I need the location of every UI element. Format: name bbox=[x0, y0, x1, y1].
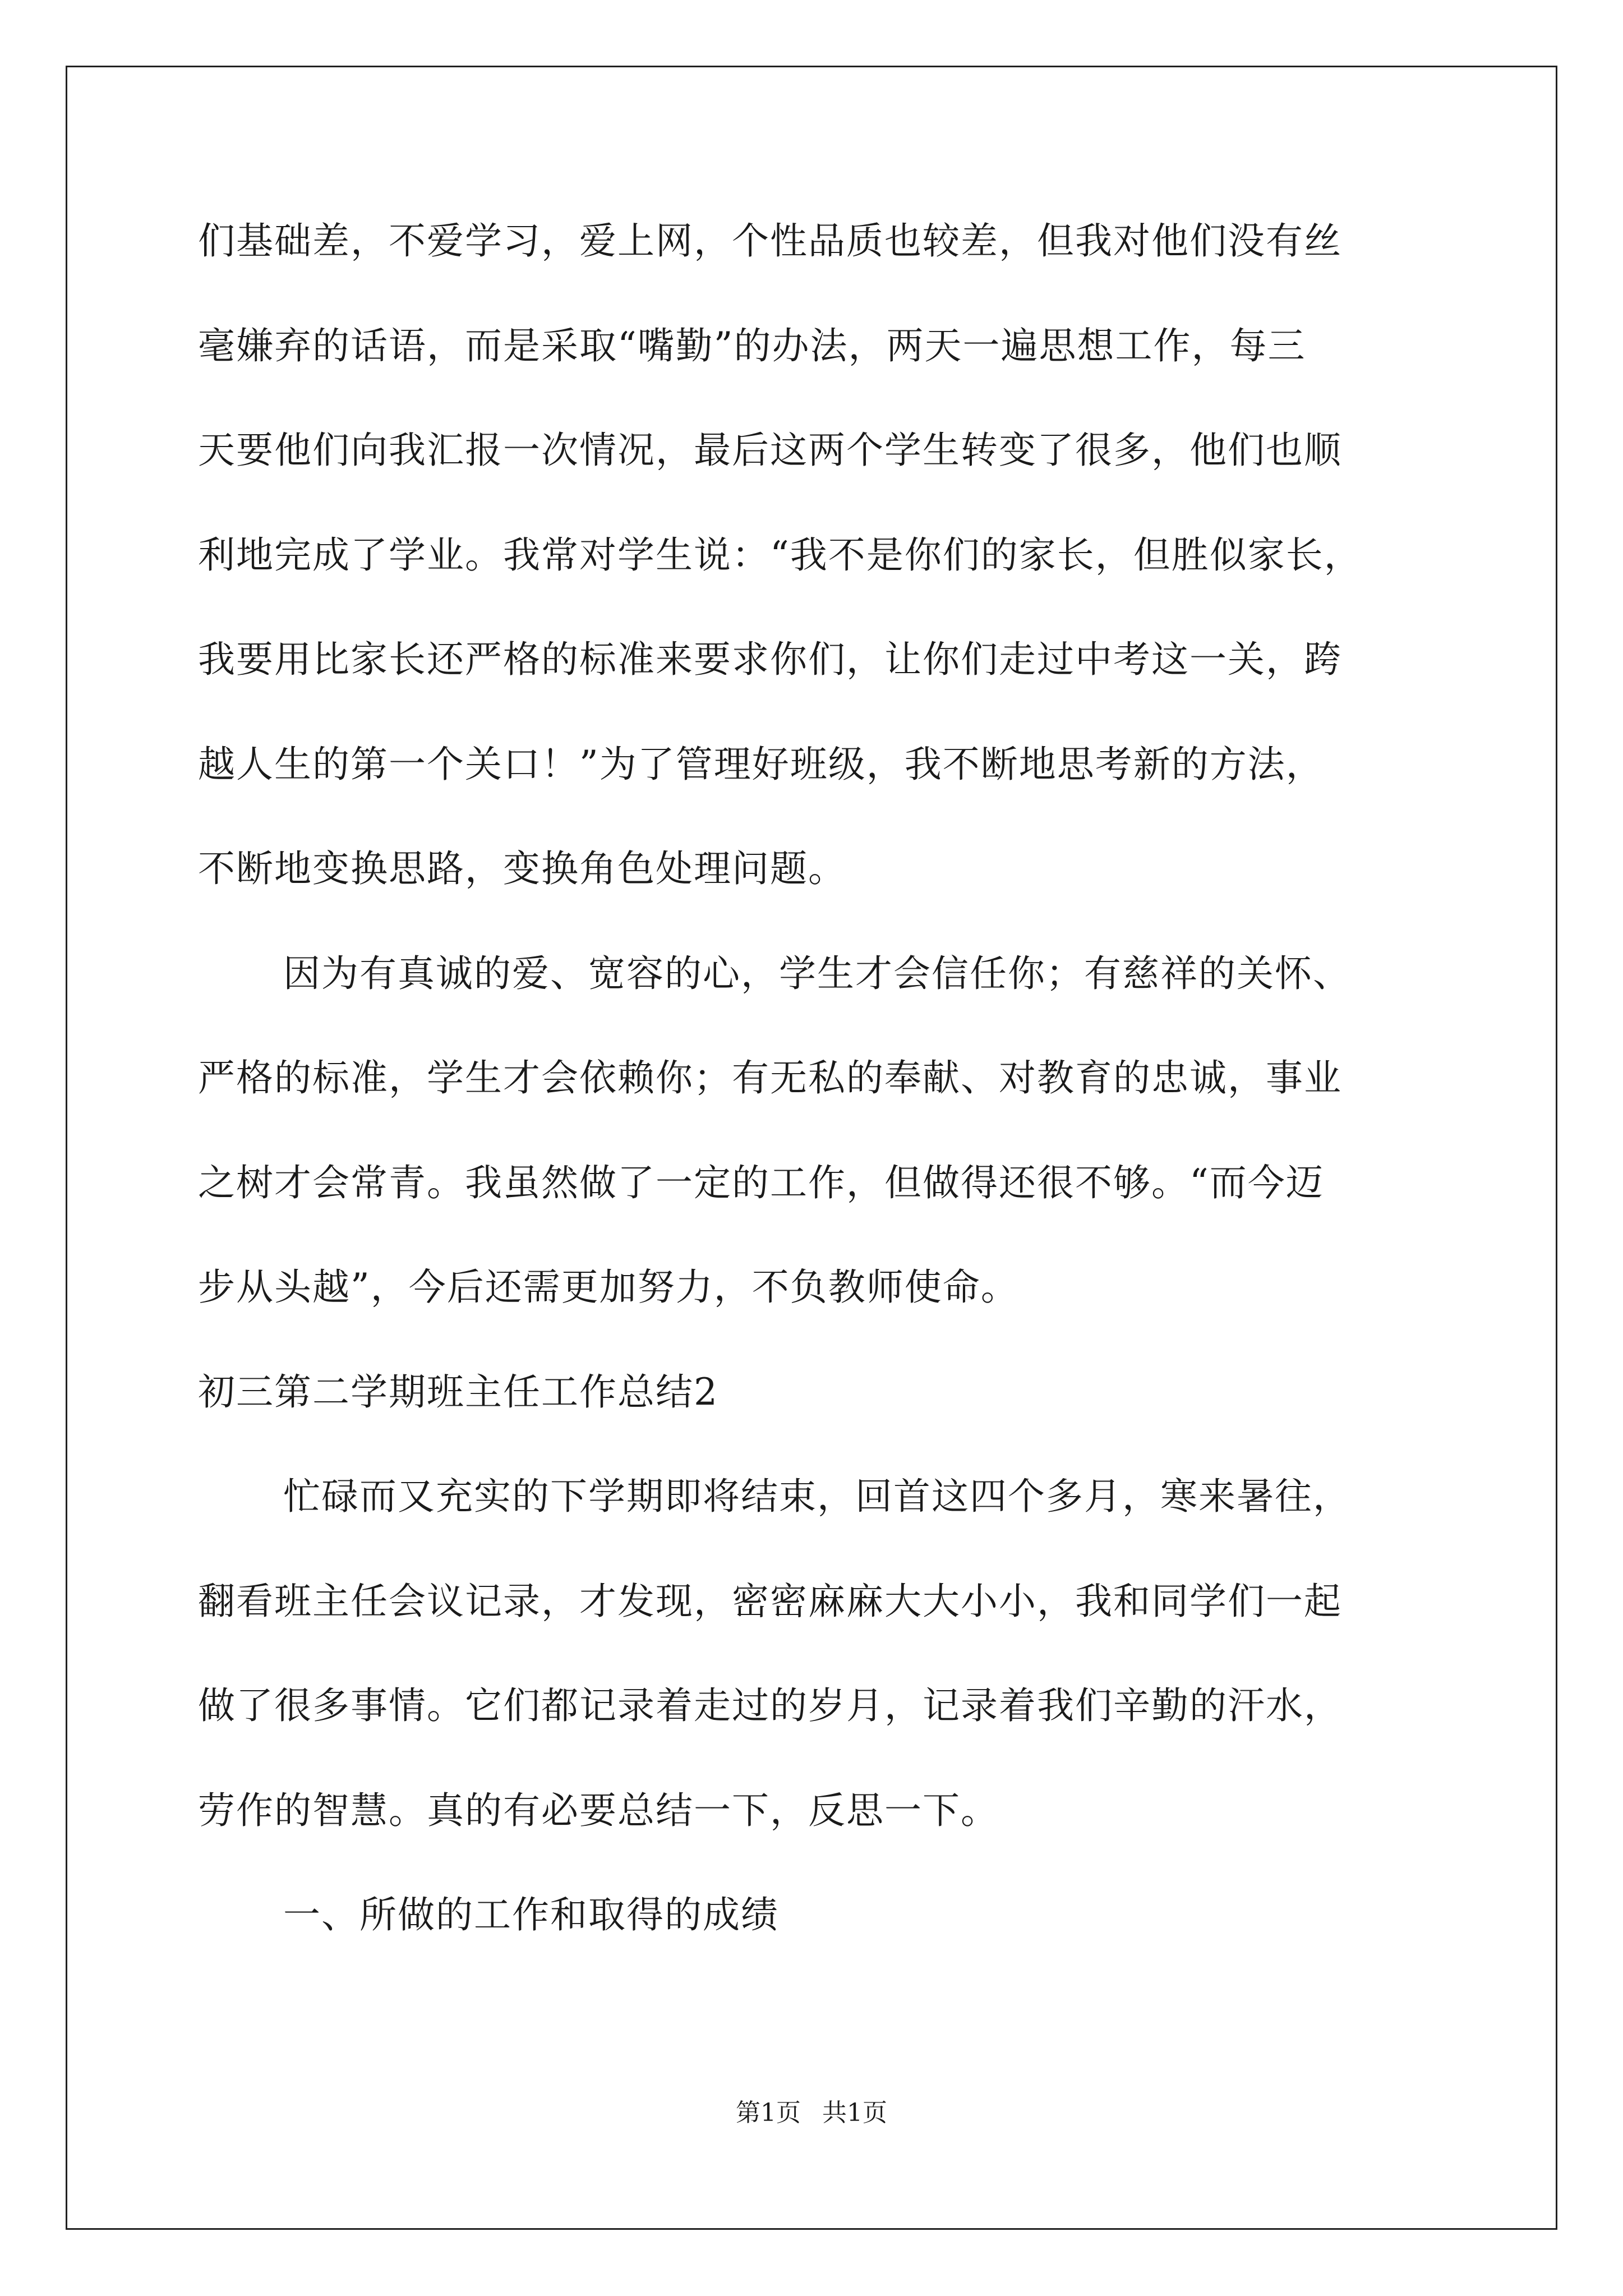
page-total: 共1页 bbox=[822, 2099, 887, 2127]
section-title: 初三第二学期班主任工作总结2 bbox=[198, 1370, 718, 1414]
text-line: 劳作的智慧。真的有必要总结一下，反思一下。 bbox=[198, 1788, 999, 1832]
text-line: 越人生的第一个关口！”为了管理好班级，我不断地思考新的方法， bbox=[198, 742, 1324, 786]
paragraph-start-line: 忙碌而又充实的下学期即将结束，回首这四个多月，寒来暑往， bbox=[283, 1475, 1351, 1518]
text-line: 之树才会常青。我虽然做了一定的工作，但做得还很不够。“而今迈 bbox=[198, 1161, 1324, 1204]
paragraph-start-line: 因为有真诚的爱、宽容的心，学生才会信任你；有慈祥的关怀、 bbox=[283, 951, 1351, 995]
text-line: 做了很多事情。它们都记录着走过的岁月，记录着我们辛勤的汗水， bbox=[198, 1684, 1342, 1727]
text-line: 翻看班主任会议记录，才发现，密密麻麻大大小小，我和同学们一起 bbox=[198, 1579, 1342, 1623]
text-line: 不断地变换思路，变换角色处理问题。 bbox=[198, 847, 846, 890]
document-body bbox=[198, 213, 1460, 1992]
text-line: 利地完成了学业。我常对学生说：“我不是你们的家长，但胜似家长， bbox=[198, 533, 1362, 577]
text-line: 天要他们向我汇报一次情况，最后这两个学生转变了很多，他们也顺 bbox=[198, 429, 1342, 472]
subsection-heading: 一、所做的工作和取得的成绩 bbox=[283, 1893, 779, 1936]
text-line: 我要用比家长还严格的标准来要求你们，让你们走过中考这一关，跨 bbox=[198, 638, 1342, 681]
page-number: 第1页 bbox=[736, 2099, 801, 2127]
page-footer bbox=[0, 2092, 1623, 2128]
text-line: 严格的标准，学生才会依赖你；有无私的奉献、对教育的忠诚，事业 bbox=[198, 1056, 1342, 1099]
text-line: 们基础差，不爱学习，爱上网，个性品质也较差，但我对他们没有丝 bbox=[198, 219, 1342, 263]
text-line: 步从头越”，今后还需更加努力，不负教师使命。 bbox=[198, 1266, 1019, 1309]
text-line: 毫嫌弃的话语，而是采取“嘴勤”的办法，两天一遍思想工作，每三 bbox=[198, 324, 1306, 367]
